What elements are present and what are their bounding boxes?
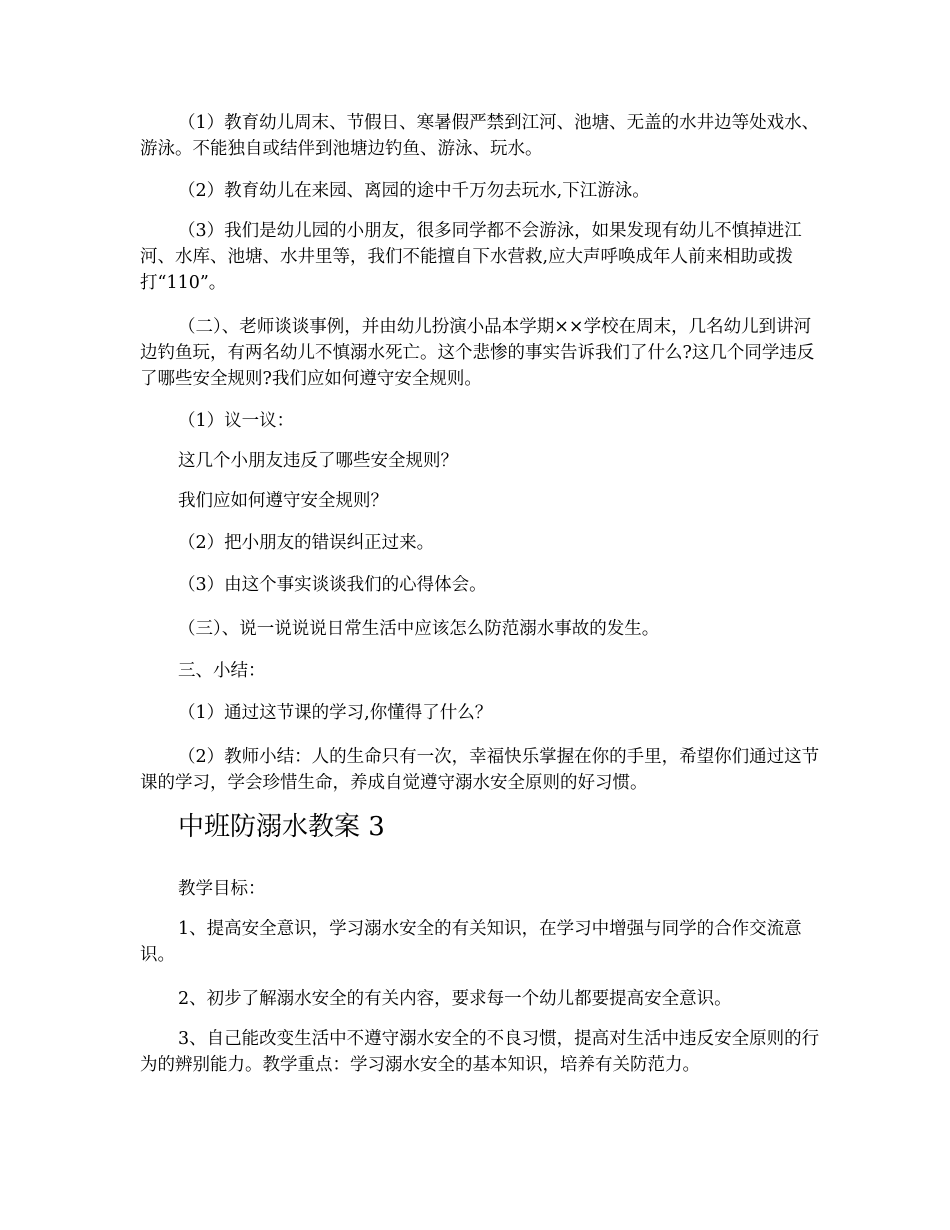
- paragraph-objective-1: 1、提高安全意识，学习溺水安全的有关知识，在学习中增强与同学的合作交流意识。: [140, 919, 802, 965]
- paragraph-question-1: 这几个小朋友违反了哪些安全规则？: [178, 451, 458, 471]
- paragraph-objective-2: 2、初步了解溺水安全的有关内容，要求每一个幼儿都要提高安全意识。: [178, 989, 732, 1009]
- paragraph-discuss: （1）议一议：: [178, 411, 295, 431]
- paragraph-summary-2: （2）教师小结：人的生命只有一次，幸福快乐掌握在你的手里，希望你们通过这节课的学习，学会珍惜生命，养成自觉遵守溺水安全原则的好习惯。: [140, 747, 820, 793]
- paragraph-case-story: （二）、老师谈谈事例，并由幼儿扮演小品本学期××学校在周末，几名幼儿到讲河边钓鱼玩，有两名幼儿不慎溺水死亡。这个悲惨的事实告诉我们了什么?这几个同学违反了哪些安全规则?我们应如何遵守安全规则。: [140, 317, 815, 389]
- paragraph-rule-3: （3）我们是幼儿园的小朋友，很多同学都不会游泳，如果发现有幼儿不慎掉进江河、水库、池塘、水井里等，我们不能擅自下水营救,应大声呼唤成年人前来相助或拨打“110”。: [140, 221, 802, 293]
- paragraph-objective-3: 3、自己能改变生活中不遵守溺水安全的不良习惯，提高对生活中违反安全原则的行为的辨别能力。教学重点：学习溺水安全的基本知识，培养有关防范力。: [140, 1029, 820, 1075]
- paragraph-rule-2: （2）教育幼儿在来园、离园的途中千万勿去玩水,下江游泳。: [178, 181, 650, 201]
- paragraph-prevention: （三）、说一说说说日常生活中应该怎么防范溺水事故的发生。: [178, 619, 660, 639]
- paragraph-summary-title: 三、小结：: [178, 661, 266, 681]
- paragraph-question-2: 我们应如何遵守安全规则？: [178, 491, 388, 511]
- paragraph-objectives-title: 教学目标：: [178, 879, 266, 899]
- paragraph-correct-errors: （2）把小朋友的错误纠正过来。: [178, 533, 435, 553]
- paragraph-reflection: （3）由这个事实谈谈我们的心得体会。: [178, 575, 487, 595]
- section-heading: 中班防溺水教案 3: [178, 812, 385, 842]
- paragraph-rule-1: （1）教育幼儿周末、节假日、寒暑假严禁到江河、池塘、无盖的水井边等处戏水、游泳。不能独自或结伴到池塘边钓鱼、游泳、玩水。: [140, 113, 820, 159]
- paragraph-summary-1: （1）通过这节课的学习,你懂得了什么？: [178, 703, 493, 723]
